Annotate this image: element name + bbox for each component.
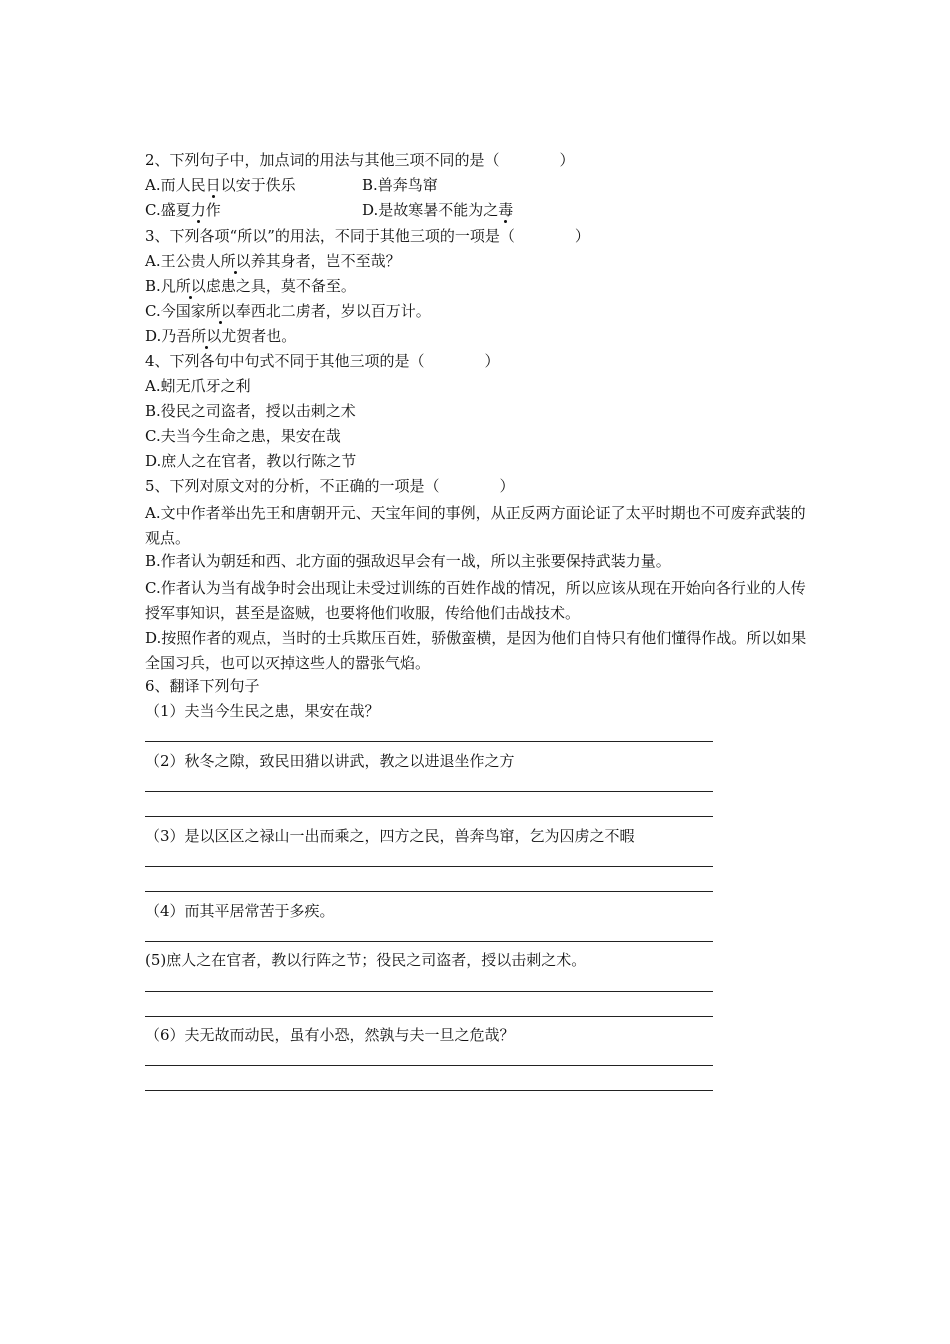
q5-option-c: C.作者认为当有战争时会出现让未受过训练的百姓作战的情况，所以应该从现在开始向各行业的人传授军事知识，甚至是盗贼，也要将他们收服，传给他们击战技术。: [145, 579, 806, 622]
answer-line: [145, 816, 713, 817]
answer-line: [145, 1090, 713, 1091]
q2-options-ab: [145, 175, 438, 195]
q2-options-cd: [145, 200, 514, 220]
q2-option-b: B.兽奔鸟窜: [362, 176, 438, 194]
q6-sentence-4: （4）而其平居常苦于多疾。: [145, 902, 335, 920]
q4-option-a: A.蚓无爪牙之利: [145, 377, 251, 395]
q2-option-c: C.盛夏力作: [145, 201, 221, 219]
q6-sentence-3: （3）是以区区之禄山一出而乘之，四方之民，兽奔鸟窜，乞为囚虏之不暇: [145, 827, 635, 845]
answer-line: [145, 741, 713, 742]
q3-option-a-dotted-word: 所以: [220, 252, 251, 270]
q5-option-d: D.按照作者的观点，当时的士兵欺压百姓，骄傲蛮横，是因为他们自恃只有他们懂得作战。所以如果全国习兵，也可以灭掉这些人的嚣张气焰。: [145, 629, 807, 672]
q4-stem: 4、下列各句中句式不同于其他三项的是（ ）: [145, 352, 500, 370]
q4-option-b: B.役民之司盗者，授以击刺之术: [145, 402, 356, 420]
q5-option-a: A.文中作者举出先王和唐朝开元、天宝年间的事例，从正反两方面论证了太平时期也不可废弃武装的观点。: [145, 504, 806, 547]
q3-option-b-dotted-word: 所以: [175, 277, 206, 295]
answer-line: [145, 866, 713, 867]
q3-option-c-dotted-word: 所以: [205, 302, 236, 320]
q2-option-d-dotted-word: 毒: [498, 201, 514, 219]
q3-option-d-dotted-word: 所以: [191, 327, 222, 345]
q6-stem: 6、翻译下列句子: [145, 677, 260, 695]
q3-option-d: D.乃吾所以尤贺者也。: [145, 327, 297, 345]
q2-option-a: A.而人民日以安于佚乐: [145, 176, 296, 194]
q6-sentence-6: （6）夫无故而动民，虽有小恐，然孰与夫一旦之危哉？: [145, 1026, 515, 1044]
answer-line: [145, 1016, 713, 1017]
q2-option-a-dotted-word: 日: [205, 176, 221, 194]
q5-option-b: B.作者认为朝廷和西、北方面的强敌迟早会有一战，所以主张要保持武装力量。: [145, 552, 671, 570]
q3-option-c: C.今国家所以奉西北二虏者，岁以百万计。: [145, 302, 431, 320]
answer-line: [145, 791, 713, 792]
q3-option-b: B.凡所以虑患之具，莫不备至。: [145, 277, 356, 295]
q3-option-a: A.王公贵人所以养其身者，岂不至哉？: [145, 252, 401, 270]
q2-option-c-dotted-word: 力: [190, 201, 206, 219]
q2-option-d: D.是故寒暑不能为之毒: [362, 201, 514, 219]
q6-sentence-2: （2）秋冬之隙，致民田猎以讲武，教之以进退坐作之方: [145, 752, 515, 770]
q3-stem: 3、下列各项“所以”的用法，不同于其他三项的一项是（ ）: [145, 227, 590, 245]
answer-line: [145, 941, 713, 942]
answer-line: [145, 991, 713, 992]
q2-stem: 2、下列句子中，加点词的用法与其他三项不同的是（ ）: [145, 151, 575, 169]
q4-option-d: D.庶人之在官者，教以行陈之节: [145, 452, 357, 470]
answer-line: [145, 891, 713, 892]
q6-sentence-5: (5)庶人之在官者，教以行阵之节；役民之司盗者，授以击刺之术。: [145, 951, 587, 969]
q5-stem: 5、下列对原文对的分析，不正确的一项是（ ）: [145, 477, 515, 495]
q4-option-c: C.夫当今生命之患，果安在哉: [145, 427, 341, 445]
q6-sentence-1: （1）夫当今生民之患，果安在哉？: [145, 702, 380, 720]
answer-line: [145, 1065, 713, 1066]
